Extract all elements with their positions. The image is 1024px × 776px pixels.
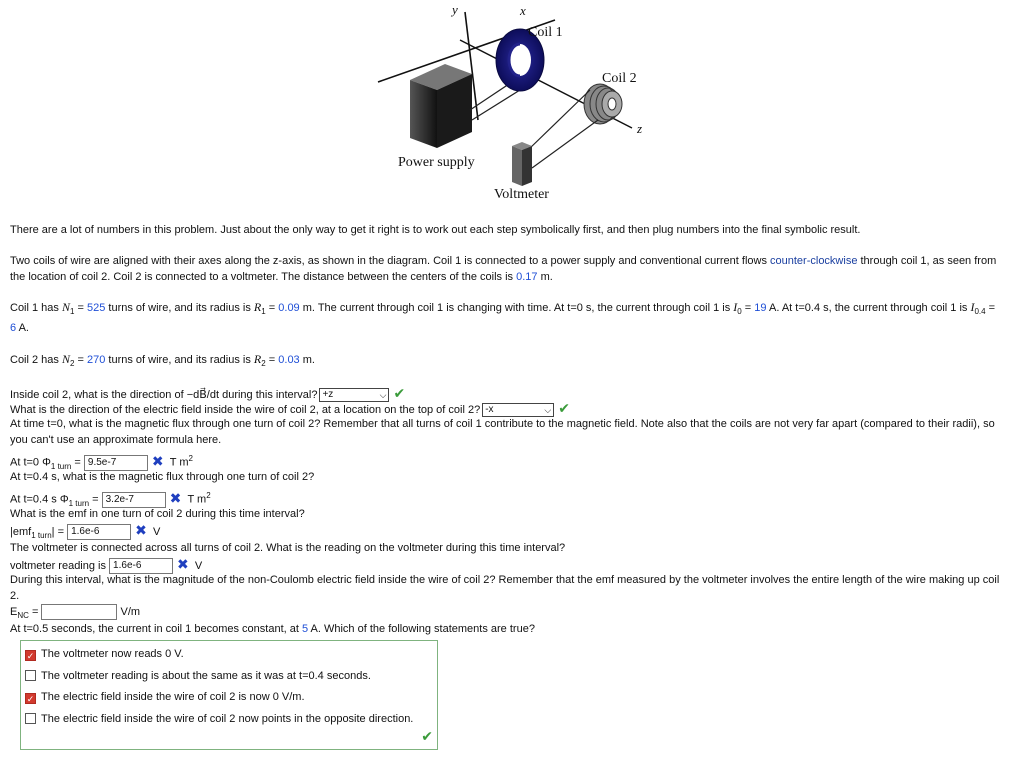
distance-value: 0.17 <box>516 271 538 283</box>
flux-t0-input[interactable]: 9.5e-7 <box>84 455 148 471</box>
enc-input[interactable] <box>41 604 117 620</box>
coil-1-label: Coil 1 <box>528 25 563 40</box>
q1-text: Inside coil 2, what is the direction of −dB⃗/dt during this interval? <box>10 389 318 401</box>
intro-text: There are a lot of numbers in this problem. Just about the only way to get it right is to work out each step symbolically first, and then plug numbers into the final symbolic result. <box>10 224 861 236</box>
ccw-text: counter-clockwise <box>770 255 858 267</box>
emf-one-turn-input[interactable]: 1.6e-6 <box>67 524 131 540</box>
n2-value: 270 <box>87 354 106 366</box>
voltmeter-label: Voltmeter <box>494 187 549 202</box>
chevron-down-icon: ⌵ <box>544 405 552 416</box>
chevron-down-icon: ⌵ <box>379 390 387 401</box>
checkbox[interactable] <box>25 670 36 681</box>
q1-row <box>10 386 405 402</box>
a7-row: $E_{NC} = V/m$ <box>10 605 141 621</box>
check-icon: ✔ <box>421 728 433 744</box>
problem-para-2: Two coils of wire are aligned with their axes along the z-axis, as shown in the diagram. Coil 1 is connected to a power supply and conventional current flows counter-clockwise through coil 1, as seen from the location of coil 2. Coil 2 is connected to a voltmeter. The distance between the centers of the coils is 0.17 m. <box>10 255 997 283</box>
problem-para-4: Coil 2 has $N_2 = 270$ turns of wire, and its radius is $R_2 = 0.03$ m. <box>10 352 315 369</box>
q6-text: The voltmeter is connected across all turns of coil 2. What is the reading on the voltmeter during this time interval? <box>10 542 566 554</box>
option-4[interactable]: The electric field inside the wire of coil 2 now points in the opposite direction. <box>25 712 413 726</box>
option-3[interactable]: ✓ The electric field inside the wire of coil 2 is now 0 V/m. <box>26 691 305 704</box>
coils-diagram <box>0 0 1024 210</box>
q2-direction-select[interactable]: -x ⌵ <box>482 403 554 417</box>
r1-value: 0.09 <box>278 302 300 314</box>
cross-icon: ✖ <box>135 522 147 538</box>
voltmeter-reading-input[interactable]: 1.6e-6 <box>109 558 173 574</box>
i04-value: 6 <box>10 322 17 335</box>
r2-value: 0.03 <box>278 354 300 366</box>
i0-value: 19 <box>754 302 767 314</box>
cross-icon: ✖ <box>151 452 164 469</box>
statements-box <box>20 640 438 750</box>
flux-t04-input[interactable]: 3.2e-7 <box>102 492 166 508</box>
check-icon: ✔ <box>393 385 406 401</box>
a4-row: At t=0.4 s $\Phi_{1 turn} = 3.2e-7$ ✖ T $m^2$ <box>10 489 211 508</box>
checkbox-checked[interactable]: ✓ <box>26 651 35 661</box>
q2-row <box>10 401 570 417</box>
q8-row: At t=0.5 seconds, the current in coil 1 becomes constant, at 5 A. Which of the following statements are true? <box>10 623 535 635</box>
checkbox[interactable] <box>25 713 36 724</box>
cross-icon: ✖ <box>169 489 182 506</box>
voltmeter-icon <box>512 142 532 186</box>
a5-row: |emf$_{1 turn}$| = 1.6e-6 ✖ V <box>10 522 161 541</box>
n1-value: 525 <box>87 302 106 314</box>
q1-direction-select[interactable]: +z ⌵ <box>319 388 389 402</box>
q3-text: At time t=0, what is the magnetic flux through one turn of coil 2? Remember that all turns of coil 1 contribute to the magnetic field. Note also that the coils are not very far apart (compared to their radii), so you can't use an approximate formula here. <box>10 418 995 446</box>
constant-current-value: 5 <box>301 623 309 635</box>
power-supply-label: Power supply <box>398 155 475 170</box>
cross-icon: ✖ <box>177 556 189 572</box>
option-2[interactable]: The voltmeter reading is about the same as it was at t=0.4 seconds. <box>25 669 371 683</box>
axis-z-label: z <box>637 121 643 136</box>
axis-y-label: y <box>452 2 458 17</box>
a3-row: At t=0 $\Phi_{1 turn} = 9.5e-7$ ✖ T $m^2$ <box>10 452 193 471</box>
coil-2-label: Coil 2 <box>602 71 637 86</box>
check-icon: ✔ <box>558 400 570 416</box>
power-supply-icon <box>410 64 472 148</box>
a6-row: voltmeter reading is 1.6e-6 ✖ V <box>10 557 202 574</box>
q7-text: During this interval, what is the magnitude of the non-Coulomb electric field inside the wire of coil 2? Remember that the emf measured by the voltmeter involves the entire length of the wire making up coil 2. <box>10 574 1000 602</box>
q2-text: What is the direction of the electric field inside the wire of coil 2, at a location on the top of coil 2? <box>10 404 481 416</box>
q5-text: What is the emf in one turn of coil 2 during this time interval? <box>10 508 305 520</box>
checkbox-checked[interactable]: ✓ <box>26 694 35 704</box>
option-1[interactable]: ✓ The voltmeter now reads 0 V. <box>26 648 184 661</box>
q4-text: At t=0.4 s, what is the magnetic flux through one turn of coil 2? <box>10 471 315 483</box>
axis-x-label: x <box>520 3 526 18</box>
problem-para-3: Coil 1 has $N_1 = 525$ turns of wire, and its radius is $R_1 = 0.09$ m. The current through coil 1 is changing with time. At t=0 s, the current through coil 1 is $I_0 = 19$ A. At t=0.4 s, the current through coil 1 is $I_{0.4} = 6$ A. <box>10 300 996 335</box>
